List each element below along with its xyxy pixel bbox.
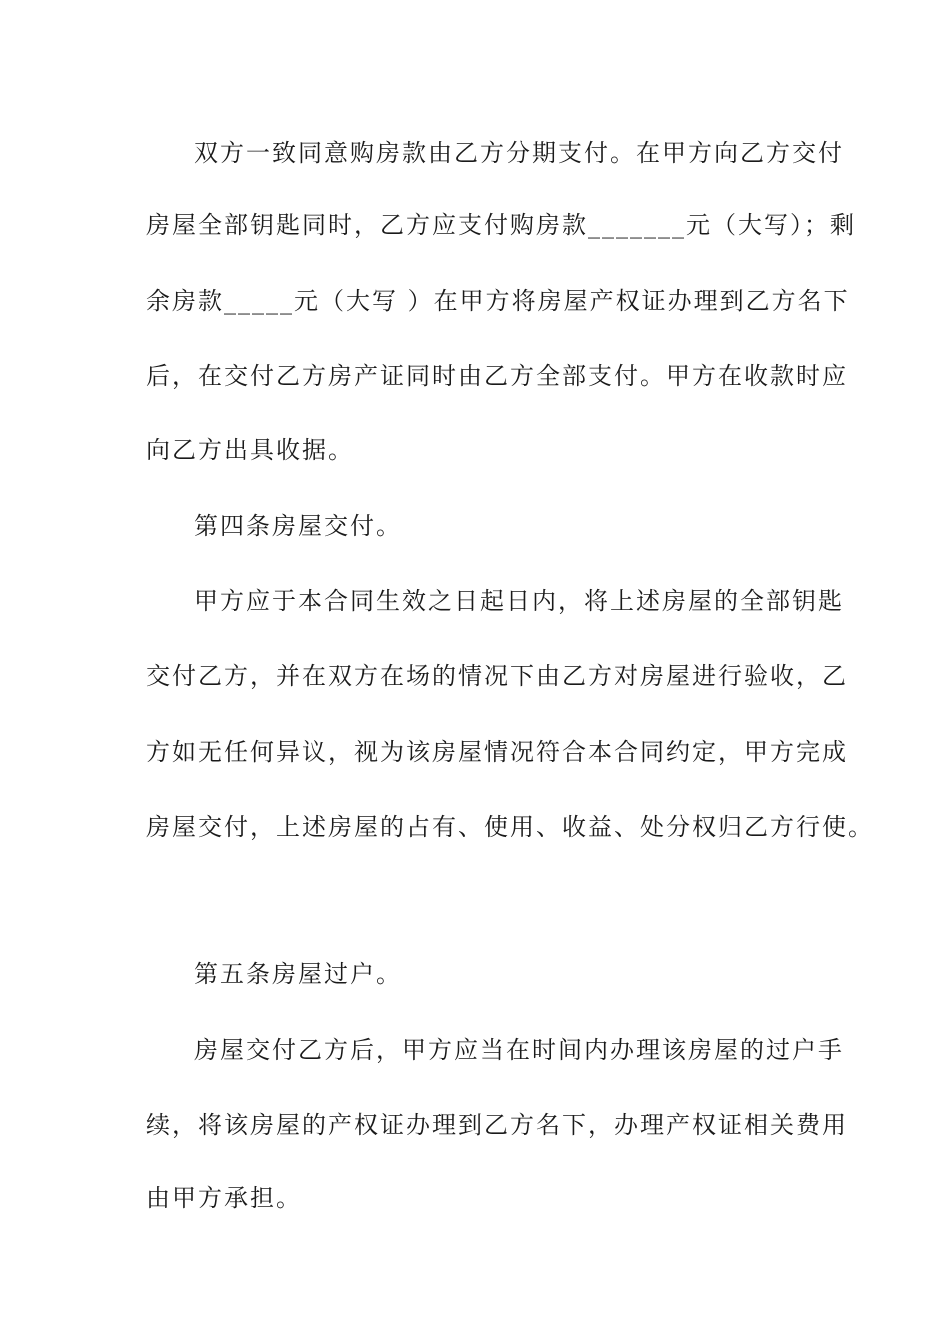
paragraph-payment-line-1: 双方一致同意购房款由乙方分期支付。在甲方向乙方交付 [194,139,844,167]
paragraph-payment-line-2: 房屋全部钥匙同时，乙方应支付购房款_______元（大写）；剩 [146,211,856,239]
paragraph-payment-line-3: 余房款_____元（大写 ）在甲方将房屋产权证办理到乙方名下 [146,287,850,315]
paragraph-transfer-line-2: 续，将该房屋的产权证办理到乙方名下，办理产权证相关费用 [146,1111,848,1139]
section-heading-article-4: 第四条房屋交付。 [194,512,402,540]
paragraph-delivery-line-2: 交付乙方，并在双方在场的情况下由乙方对房屋进行验收，乙 [146,662,848,690]
paragraph-payment-line-4: 后，在交付乙方房产证同时由乙方全部支付。甲方在收款时应 [146,362,848,390]
paragraph-delivery-line-4: 房屋交付，上述房屋的占有、使用、收益、处分权归乙方行使。 [146,813,874,841]
paragraph-delivery-line-1: 甲方应于本合同生效之日起日内，将上述房屋的全部钥匙 [194,587,844,615]
paragraph-delivery-line-3: 方如无任何异议，视为该房屋情况符合本合同约定，甲方完成 [146,738,848,766]
paragraph-payment-line-5: 向乙方出具收据。 [146,436,354,464]
paragraph-transfer-line-3: 由甲方承担。 [146,1184,302,1212]
paragraph-transfer-line-1: 房屋交付乙方后，甲方应当在时间内办理该房屋的过户手 [194,1036,844,1064]
section-heading-article-5: 第五条房屋过户。 [194,960,402,988]
